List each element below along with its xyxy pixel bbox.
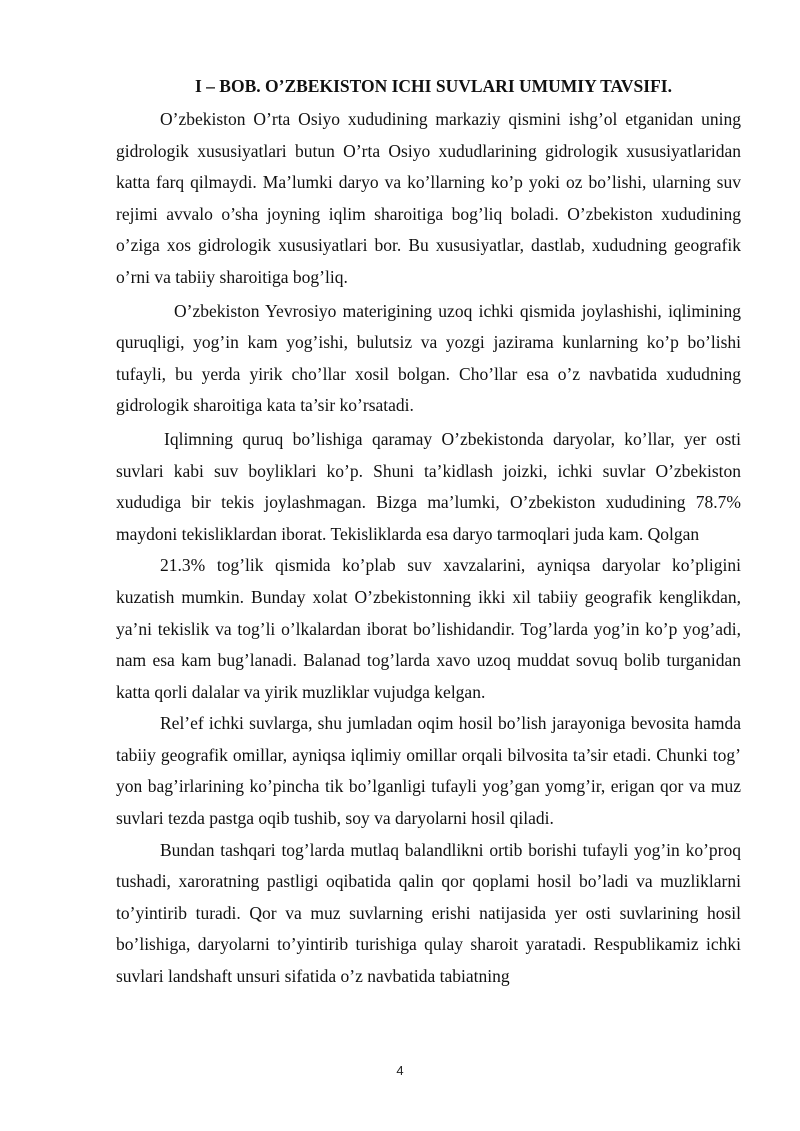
chapter-title: I – BOB. O’ZBEKISTON ICHI SUVLARI UMUMIY TAVSIFI.: [195, 76, 672, 96]
paragraph-6: Bundan tashqari tog’larda mutlaq balandlikni ortib borishi tufayli yog’in ko’proq tushadi, xaroratning pastligi oqibatida qalin qor qoplami hosil bo’ladi va muzliklarni to’yintirib turadi. Qor va muz suvlarning erishi natijasida yer osti suvlarining hosil bo’lishiga, daryolarni to’yintirib turishiga qulay sharoit yaratadi. Respublikamiz ichki suvlari landshaft unsuri sifatida o’z navbatida tabiatning: [116, 839, 741, 987]
paragraph-4: 21.3% tog’lik qismida ko’plab suv xavzalarini, ayniqsa daryolar ko’pligini kuzatish mumkin. Bunday xolat O’zbekistonning ikki xil tabiiy geografik kenglikdan, ya’ni tekislik va tog’li o’lkalardan iborat bo’lishidandir. Tog’larda yog’in ko’p yog’adi, nam esa kam bug’lanadi. Balanad tog’larda xavo uzoq muddat sovuq bolib turganidan katta qorli dalalar va yirik muzliklar vujudga kelgan.: [116, 555, 741, 702]
paragraph-3: Iqlimning quruq bo’lishiga qaramay O’zbekistonda daryolar, ko’llar, yer osti suvlari kabi suv boyliklari ko’p. Shuni ta’kidlash joizki, ichki suvlar O’zbekiston xududiga bir tekis joylashmagan. Bizga ma’lumki, O’zbekiston xududining 78.7% maydoni tekisliklardan iborat. Tekisliklarda esa daryo tarmoqlari juda kam. Qolgan: [116, 428, 741, 544]
paragraph-2: O’zbekiston Yevrosiyo materigining uzoq ichki qismida joylashishi, iqlimining quruqligi, yog’in kam yog’ishi, bulutsiz va yozgi jazirama kunlarning ko’p bo’lishi tufayli, bu yerda yirik cho’llar xosil bolgan. Cho’llar esa o’z navbatida xududning gidrologik sharoitiga kata ta’sir ko’rsatadi.: [116, 300, 741, 416]
paragraph-1: O’zbekiston O’rta Osiyo xududining markaziy qismini ishg’ol etganidan uning gidrologik xususiyatlari butun O’rta Osiyo xududlarining gidrologik xususiyatlaridan katta farq qilmaydi. Ma’lumki daryo va ko’llarning ko’p yoki oz bo’lishi, ularning suv rejimi avvalo o’sha joyning iqlim sharoitiga bog’liq boladi. O’zbekiston xududining o’ziga xos gidrologik xususiyatlari bor. Bu xususiyatlar, dastlab, xududning geografik o’rni va tabiiy sharoitiga bog’liq.: [116, 109, 741, 287]
document-page: [116, 72, 741, 993]
paragraph-5: Rel’ef ichki suvlarga, shu jumladan oqim hosil bo’lish jarayoniga bevosita hamda tabiiy geografik omillar, ayniqsa iqlimiy omillar orqali bilvosita ta’sir etadi. Chunki tog’ yon bag’irlarining ko’pincha tik bo’lganligi tufayli yog’gan yomg’ir, erigan qor va muz suvlari tezda pastga oqib tushib, soy va daryolarni hosil qiladi.: [116, 713, 741, 829]
page-number: 4: [396, 1063, 404, 1078]
